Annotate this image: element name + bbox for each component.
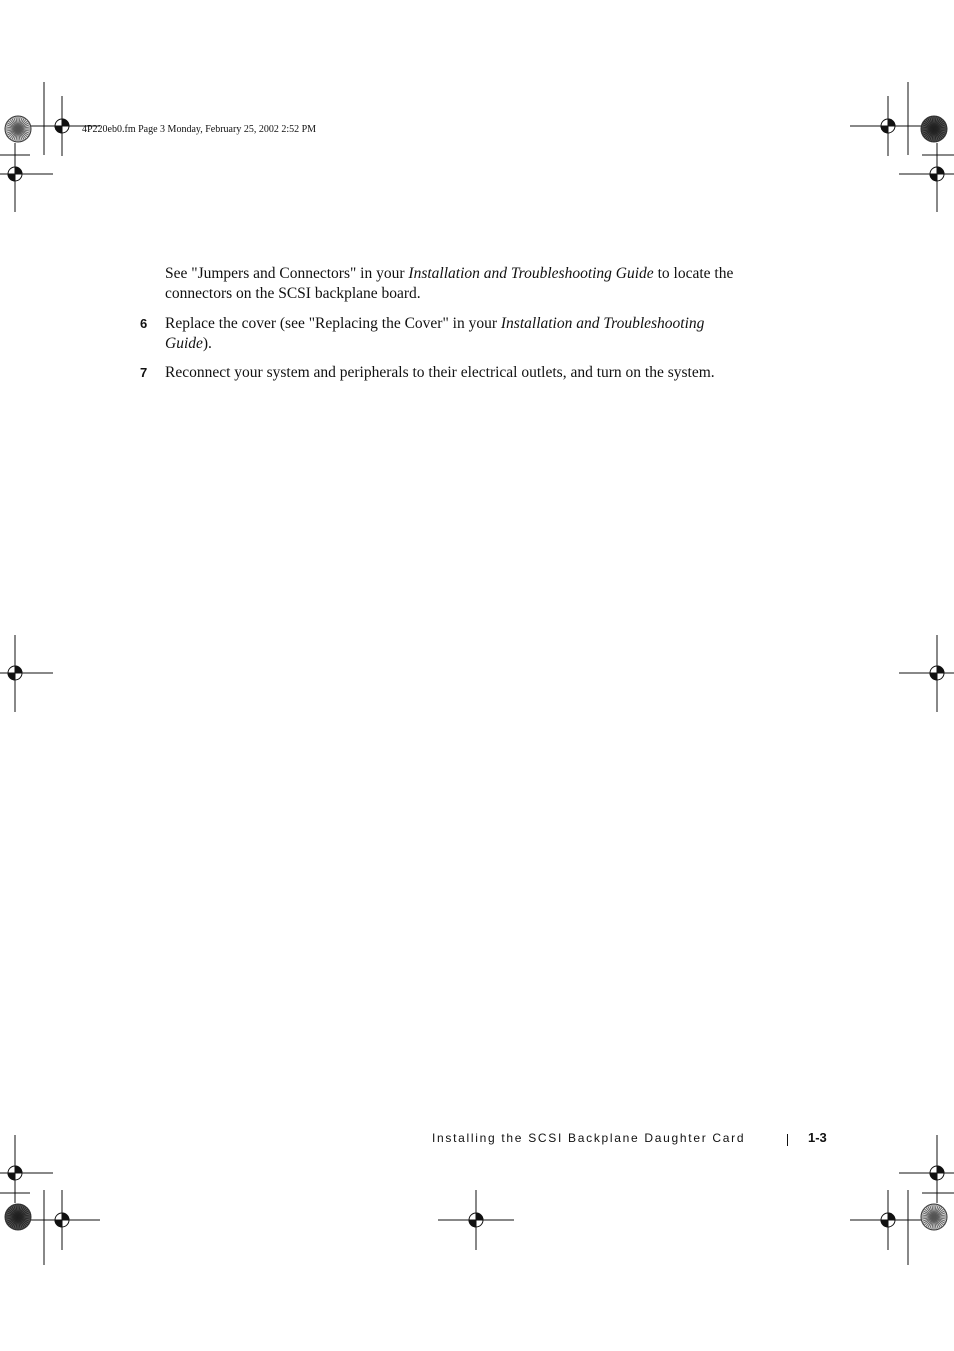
- registration-crosshair-icon: [0, 643, 53, 703]
- body-content: [140, 264, 740, 393]
- registration-crosshair-icon: [0, 144, 53, 204]
- color-star-target-icon: [5, 1204, 31, 1230]
- registration-crosshair-icon: [899, 643, 954, 703]
- running-footer-title: Installing the SCSI Backplane Daughter Card: [432, 1131, 746, 1145]
- page-number: 1-3: [808, 1130, 827, 1145]
- registration-crosshair-icon: [24, 1190, 100, 1250]
- registration-crosshair-icon: [899, 144, 954, 204]
- guide-title: Installation and Troubleshooting Guide: [165, 315, 705, 352]
- registration-crosshair-icon: [0, 1143, 53, 1203]
- intro-paragraph: See "Jumpers and Connectors" in your Installation and Troubleshooting Guide to locate the connectors on the SCSI backplane board.: [165, 265, 734, 302]
- registration-crosshair-icon: [438, 1190, 514, 1250]
- registration-crosshair-icon: [850, 1190, 926, 1250]
- footer-divider: [787, 1134, 788, 1146]
- guide-title: Installation and Troubleshooting Guide: [408, 265, 654, 282]
- step-7: [140, 363, 740, 383]
- registration-crosshair-icon: [850, 96, 926, 156]
- step-number: 6: [140, 316, 148, 331]
- file-slug: 4P220eb0.fm Page 3 Monday, February 25, 2002 2:52 PM: [82, 124, 317, 135]
- step-6: 6 Replace the cover (see "Replacing the Cover" in your Installation and Troubleshooting Guide).: [140, 315, 705, 352]
- step-text: Reconnect your system and peripherals to their electrical outlets, and turn on the system.: [165, 364, 715, 381]
- color-star-target-icon: [921, 116, 947, 142]
- color-star-target-icon: [921, 1204, 947, 1230]
- step-number: 7: [140, 365, 148, 380]
- registration-crosshair-icon: [899, 1143, 954, 1203]
- color-star-target-icon: [5, 116, 31, 142]
